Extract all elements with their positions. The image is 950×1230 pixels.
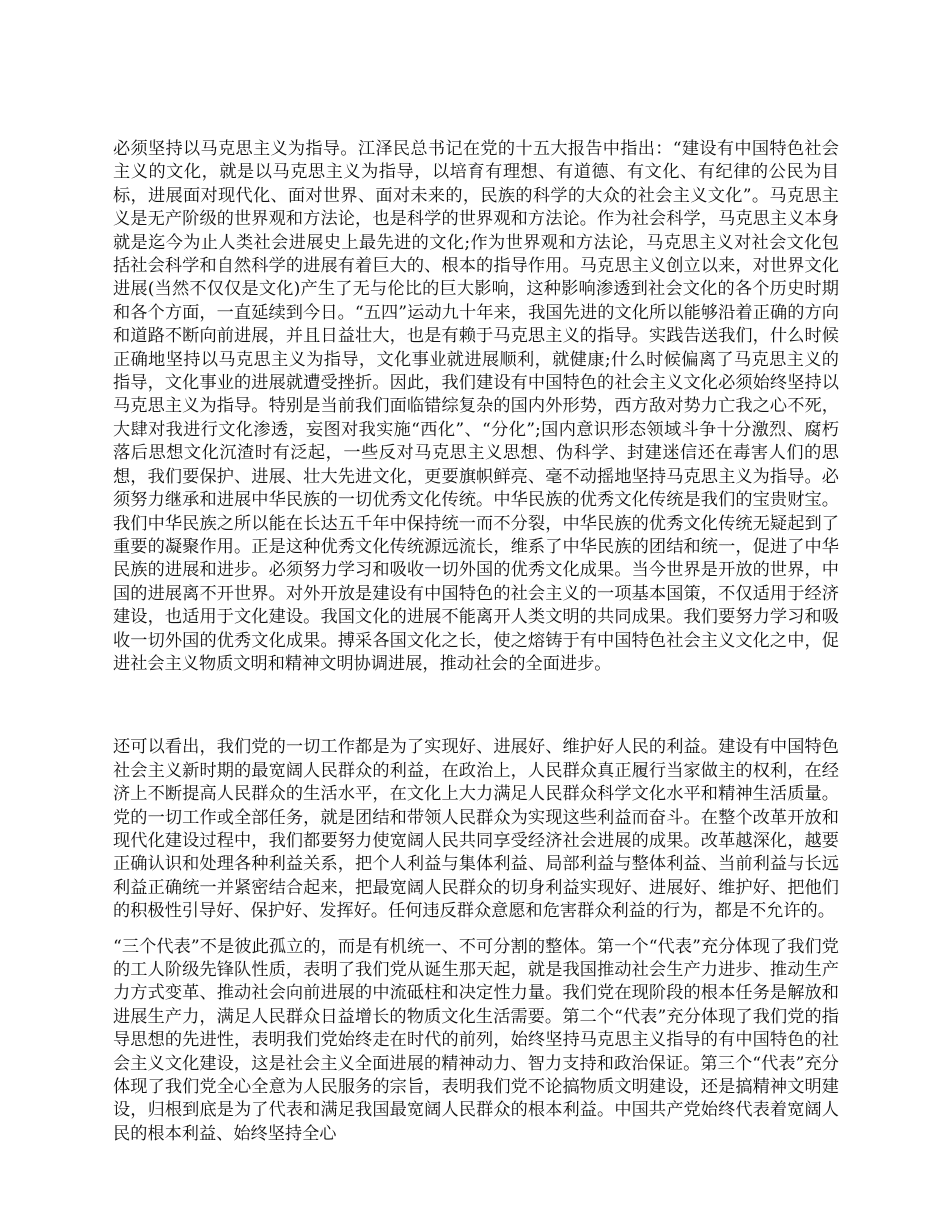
- paragraph-people-interests: 还可以看出，我们党的一切工作都是为了实现好、进展好、维护好人民的利益。建设有中国特色社会主义新时期的最宽阔人民群众的利益，在政治上，人民群众真正履行当家做主的权利，在经济上不断提高人民群众的生活水平，在文化上大力满足人民群众科学文化水平和精神生活质量。党的一切工作或全部任务，就是团结和带领人民群众为实现这些利益而奋斗。在整个改革开放和现代化建设过程中，我们都要努力使宽阔人民共同享受经济社会进展的成果。改革越深化，越要正确认识和处理各种利益关系，把个人利益与集体利益、局部利益与整体利益、当前利益与长远利益正确统一并紧密结合起来，把最宽阔人民群众的切身利益实现好、进展好、维护好、把他们的积极性引导好、保护好、发挥好。任何违反群众意愿和危害群众利益的行为，都是不允许的。: [113, 737, 839, 922]
- section-spacer: [113, 676, 839, 736]
- document-page: [113, 138, 839, 1146]
- paragraph-three-represents: “三个代表”不是彼此孤立的，而是有机统一、不可分割的整体。第一个“代表”充分体现了我们党的工人阶级先锋队性质，表明了我们党从诞生那天起，就是我国推动社会生产力进步、推动生产力方式变革、推动社会向前进展的中流砥柱和决定性力量。我们党在现阶段的根本任务是解放和进展生产力，满足人民群众日益增长的物质文化生活需要。第二个“代表”充分体现了我们党的指导思想的先进性，表明我们党始终走在时代的前列，始终坚持马克思主义指导的有中国特色的社会主义文化建设，这是社会主义全面进展的精神动力、智力支持和政治保证。第三个“代表”充分体现了我们党全心全意为人民服务的宗旨，表明我们党不论搞物质文明建设，还是搞精神文明建设，归根到底是为了代表和满足我国最宽阔人民群众的根本利益。中国共产党始终代表着宽阔人民的根本利益、始终坚持全心: [113, 936, 839, 1144]
- paragraph-marxism-guidance: 必须坚持以马克思主义为指导。江泽民总书记在党的十五大报告中指出：“建设有中国特色社会主义的文化，就是以马克思主义为指导，以培育有理想、有道德、有文化、有纪律的公民为目标，进展面对现代化、面对世界、面对未来的，民族的科学的大众的社会主义文化”。马克思主义是无产阶级的世界观和方法论，也是科学的世界观和方法论。作为社会科学，马克思主义本身就是迄今为止人类社会进展史上最先进的文化;作为世界观和方法论，马克思主义对社会文化包括社会科学和自然科学的进展有着巨大的、根本的指导作用。马克思主义创立以来，对世界文化进展(当然不仅仅是文化)产生了无与伦比的巨大影响，这种影响渗透到社会文化的各个历史时期和各个方面，一直延续到今日。“五四”运动九十年来，我国先进的文化所以能够沿着正确的方向和道路不断向前进展，并且日益壮大，也是有赖于马克思主义的指导。实践告送我们，什么时候正确地坚持以马克思主义为指导，文化事业就进展顺利，就健康;什么时候偏离了马克思主义的指导，文化事业的进展就遭受挫折。因此，我们建设有中国特色的社会主义文化必须始终坚持以马克思主义为指导。特别是当前我们面临错综复杂的国内外形势，西方敌对势力亡我之心不死，大肆对我进行文化渗透，妄图对我实施“西化”、“分化”;国内意识形态领域斗争十分激烈、腐朽落后思想文化沉渣时有泛起，一些反对马克思主义思想、伪科学、封建迷信还在毒害人们的思想，我们要保护、进展、壮大先进文化，更要旗帜鲜亮、毫不动摇地坚持马克思主义为指导。必须努力继承和进展中华民族的一切优秀文化传统。中华民族的优秀文化传统是我们的宝贵财宝。我们中华民族之所以能在长达五千年中保持统一而不分裂，中华民族的优秀文化传统无疑起到了重要的凝聚作用。正是这种优秀文化传统源远流长，维系了中华民族的团结和统一，促进了中华民族的进展和进步。必须努力学习和吸收一切外国的优秀文化成果。当今世界是开放的世界，中国的进展离不开世界。对外开放是建设有中国特色的社会主义的一项基本国策，不仅适用于经济建设，也适用于文化建设。我国文化的进展不能离开人类文明的共同成果。我们要努力学习和吸收一切外国的优秀文化成果。搏采各国文化之长，使之熔铸于有中国特色社会主义文化之中，促进社会主义物质文明和精神文明协调进展，推动社会的全面进步。: [113, 139, 839, 674]
